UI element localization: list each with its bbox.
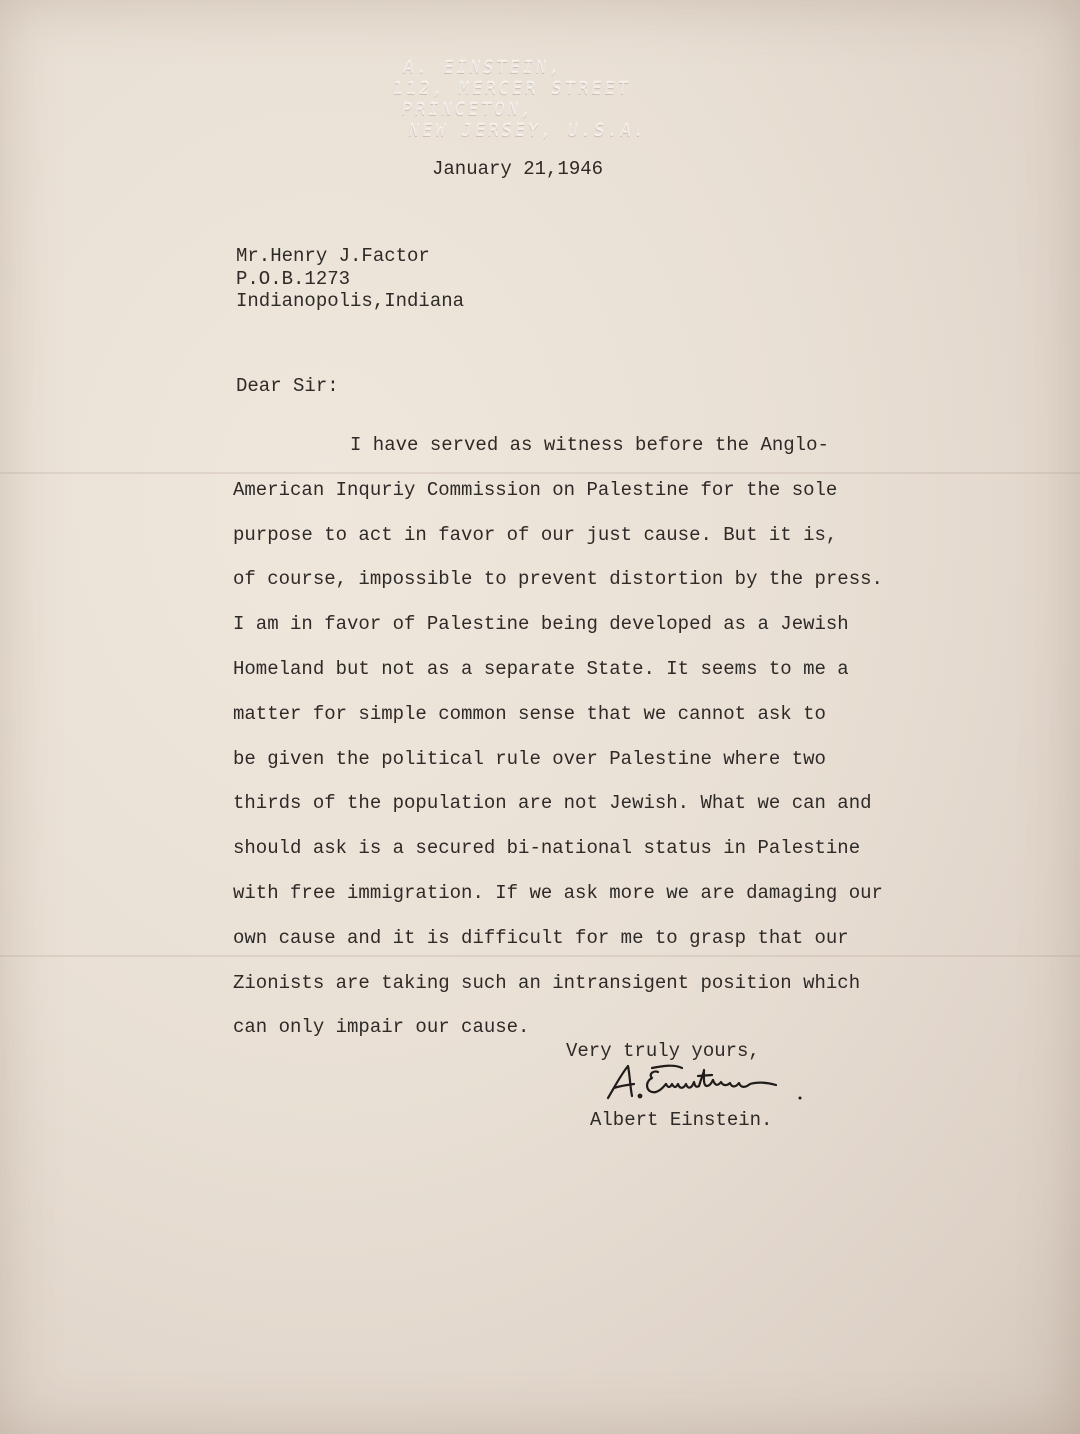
body-line: thirds of the population are not Jewish. What we can and: [233, 792, 872, 815]
letter-body: [233, 423, 883, 1050]
body-line: matter for simple common sense that we cannot ask to: [233, 702, 826, 725]
recipient-name: Mr.Henry J.Factor: [236, 245, 430, 267]
body-line: of course, impossible to prevent distortion by the press.: [233, 568, 883, 591]
body-line: can only impair our cause.: [233, 1016, 530, 1039]
body-line: I am in favor of Palestine being developed as a Jewish: [233, 613, 849, 636]
letterhead-line: A. EINSTEIN,: [402, 58, 564, 78]
letterhead-line: PRINCETON,: [400, 100, 536, 120]
body-line: Zionists are taking such an intransigent position which: [233, 971, 861, 994]
recipient-city: Indianopolis,Indiana: [236, 290, 465, 312]
salutation: Dear Sir:: [236, 375, 339, 397]
body-line: purpose to act in favor of our just cause. But it is,: [233, 523, 838, 546]
letterhead-line: 112, MERCER STREET: [391, 79, 633, 99]
body-line: Homeland but not as a separate State. It seems to me a: [233, 657, 849, 680]
body-line: I have served as witness before the Anglo-: [350, 434, 829, 456]
recipient-po-box: P.O.B.1273: [236, 267, 351, 290]
handwritten-signature: [600, 1058, 810, 1108]
embossed-letterhead: [379, 58, 681, 142]
recipient-address: [236, 245, 464, 313]
letterhead-line: NEW JERSEY, U.S.A.: [407, 121, 649, 141]
body-line: with free immigration. If we ask more we are damaging our: [233, 881, 883, 904]
letter-date: January 21,1946: [432, 158, 604, 180]
body-line: should ask is a secured bi-national status in Palestine: [233, 837, 861, 860]
closing: Very truly yours,: [566, 1040, 760, 1062]
body-line: be given the political rule over Palestine where two: [233, 747, 826, 770]
signer-name: Albert Einstein.: [590, 1109, 773, 1131]
body-line: American Inquriy Commission on Palestine for the sole: [233, 478, 838, 501]
body-line: own cause and it is difficult for me to grasp that our: [233, 926, 849, 949]
